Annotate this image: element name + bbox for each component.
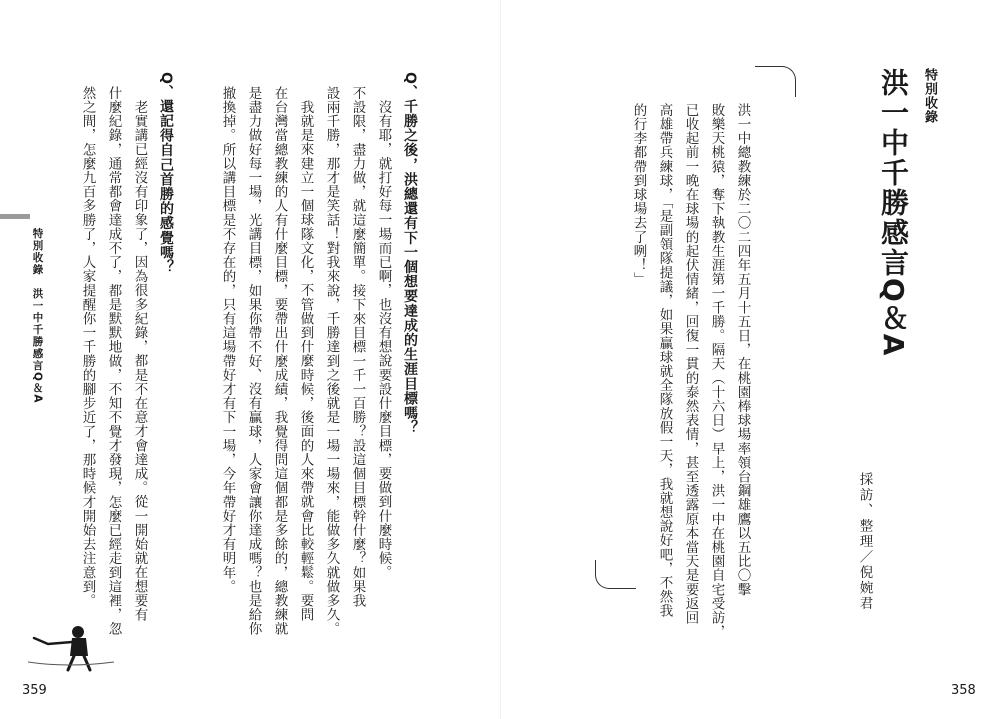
answer-line: 什麼紀錄，通常都會達成不了，都是默默地做，不知不覺才發現，怎麼已經走到這裡，忽 xyxy=(105,86,122,636)
intro-bracket-bottom xyxy=(595,560,636,589)
page-title: 洪一中千勝感言Q＆A xyxy=(877,68,910,358)
question-1: Q、千勝之後，洪總還有下一個想要達成的生涯目標嗎？ xyxy=(402,72,418,435)
intro-line: 敗樂天桃猿，奪下執教生涯第一千勝。隔天（十六日）早上，洪一中在桃園自宅受訪， xyxy=(708,103,725,639)
answer-line: 設兩千勝，那才是笑話！對我來說，千勝達到之後就是一場一場來，能做多久就做多久。 xyxy=(323,86,340,636)
page-number-right: 358 xyxy=(951,683,976,698)
answer-line: 我就是來建立一個球隊文化，不管做到什麼時候，後面的人來帶就會比較輕鬆。要問 xyxy=(297,100,314,622)
byline: 採訪、整理／倪婉君 xyxy=(856,472,873,612)
batter-sketch-icon xyxy=(28,622,116,674)
answer-line: 撤換掉。所以講目標是不存在的，只有這場帶好才有下一場，今年帶好才有明年。 xyxy=(219,86,236,594)
answer-line: 沒有耶，就打好每一場而已啊，也沒有想說要設什麼目標，要做到什麼時候。 xyxy=(375,100,392,580)
answer-line: 在台灣當總教練的人有什麼目標，要帶出什麼成績，我覺得問這個都是多餘的，總教練就 xyxy=(271,86,288,636)
intro-line: 的行李都帶到球場去了咧！」 xyxy=(630,103,647,287)
section-label: 特別收錄 xyxy=(922,68,937,124)
intro-bracket-top xyxy=(755,66,796,97)
section-tab-marker xyxy=(0,214,30,219)
answer-line: 然之間，怎麼九百多勝了，人家提醒你一千勝的腳步近了，那時候才開始去注意到。 xyxy=(79,86,96,608)
intro-line: 高雄帶兵練球，「是副領隊提議，如果贏球就全隊放假一天，我就想說好吧，不然我 xyxy=(656,103,673,618)
intro-line: 已收起前一晚在球場的起伏情緒，回復一貫的泰然表情，甚至透露原本當天是要返回 xyxy=(682,103,699,625)
answer-line: 不設限，盡力做，就這麼簡單。接下來目標一千一百勝？設這個目標幹什麼？如果我 xyxy=(349,86,366,608)
book-fold xyxy=(500,0,501,719)
question-2: Q、還記得自己首勝的感覺嗎？ xyxy=(158,72,174,275)
answer-line: 是盡力做好每一場，光講目標，如果你帶不好、沒有贏球，人家會讓你達成嗎？也是給你 xyxy=(245,86,262,636)
page-number-left: 359 xyxy=(22,683,47,698)
running-head: 特別收錄 洪一中千勝感言Q＆A xyxy=(31,228,44,405)
answer-line: 老實講已經沒有印象了，因為很多紀錄，都是不在意才會達成。從一開始就在想要有 xyxy=(131,100,148,622)
intro-line: 洪一中總教練於二〇二四年五月十五日，在桃園棒球場率領台鋼雄鷹以五比〇擊 xyxy=(734,103,751,597)
